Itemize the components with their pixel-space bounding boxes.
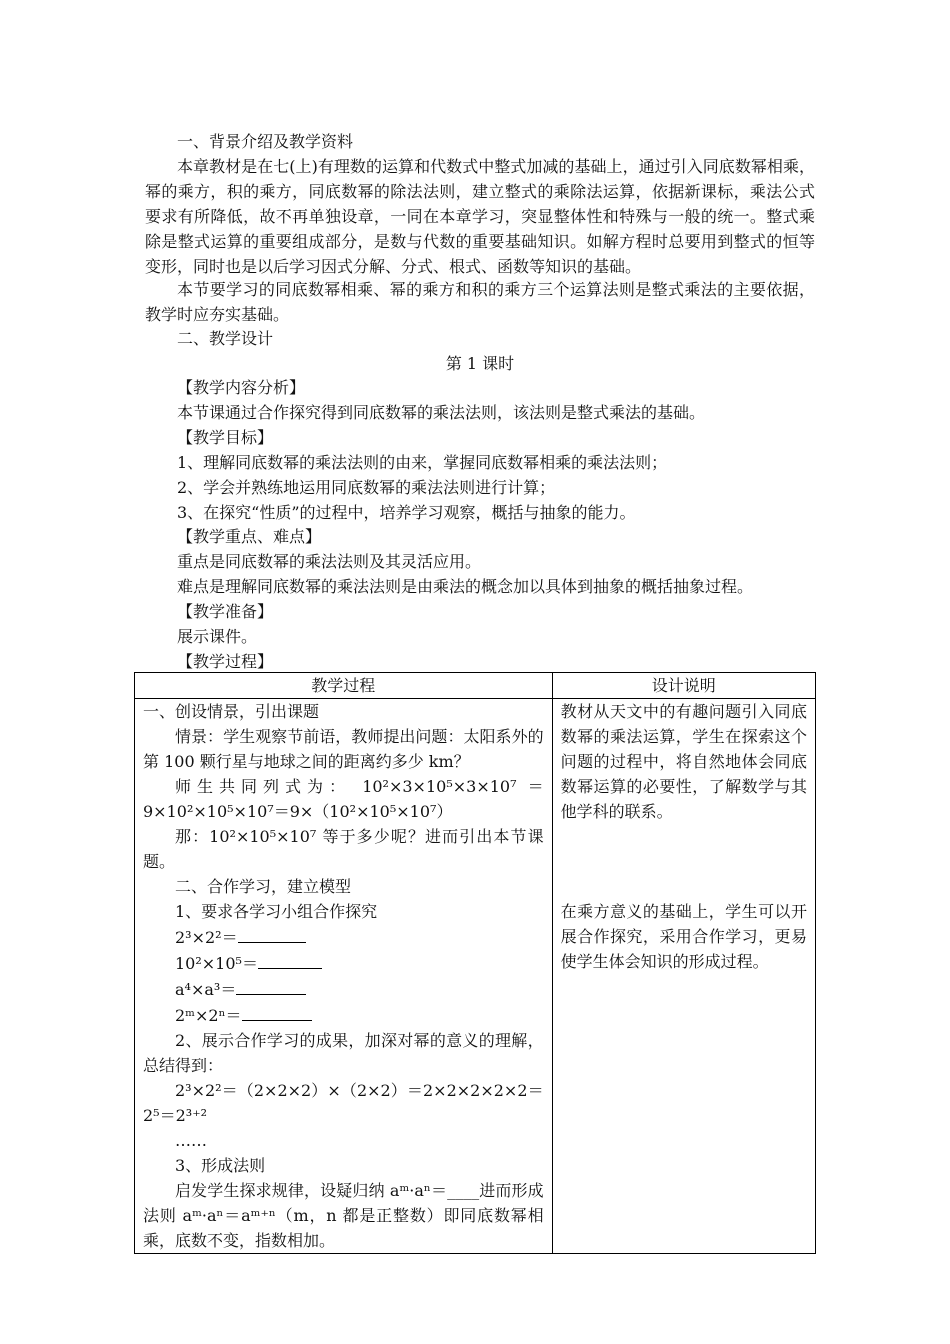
step-3-title: 3、形成法则 [175,1156,266,1175]
answer-blank [258,950,322,969]
answer-blank [242,1002,312,1021]
difficult-point: 难点是理解同底数幂的乘法法则是由乘法的概念加以具体到抽象的概括抽象过程。 [177,577,754,596]
table-row [135,699,816,1254]
key-point: 重点是同底数幂的乘法法则及其灵活应用。 [177,552,482,571]
step-2-text: 2、展示合作学习的成果，加深对幂的意义的理解，总结得到： [143,1031,544,1075]
lesson-title: 第 1 课时 [445,354,515,373]
ellipsis: …… [175,1131,207,1150]
exercise-4: 2ᵐ×2ⁿ＝ [143,1002,544,1028]
goal-1: 1、理解同底数幂的乘法法则的由来，掌握同底数幂相乘的乘法法则； [177,453,668,472]
table-header-row [135,673,816,699]
process-title: 【教学过程】 [177,652,274,671]
content-analysis-text: 本节课通过合作探究得到同底数幂的乘法法则，该法则是整式乘法的基础。 [177,403,706,422]
rule-text: 启发学生探求规律，设疑归纳 aᵐ·aⁿ＝____进而形成法则 aᵐ·aⁿ＝aᵐ⁺ⁿ（m，n 都是正整数）即同底数幂相乘，底数不变，指数相加。 [143,1181,544,1250]
goal-2: 2、学会并熟练地运用同底数幂的乘法法则进行计算； [177,478,556,497]
exercise-2: 10²×10⁵＝ [143,950,544,976]
content-analysis-title: 【教学内容分析】 [177,378,306,397]
spacer [561,824,807,899]
section-2-title: 二、合作学习，建立模型 [175,877,352,896]
exercise-1: 2³×2²＝ [143,924,544,950]
section-1-title: 一、创设情景，引出课题 [143,702,320,721]
question-text: 那：10²×10⁵×10⁷ 等于多少呢？进而引出本节课题。 [143,827,544,871]
intro-paragraph-2: 本节要学习的同底数幂相乘、幂的乘方和积的乘方三个运算法则是整式乘法的主要依据，教学时应夯实基础。 [145,280,815,324]
step-1-text: 1、要求各学习小组合作探究 [175,902,378,921]
answer-blank [236,976,306,995]
goal-3: 3、在探究“性质”的过程中，培养学习观察，概括与抽象的能力。 [177,503,636,522]
header-design-notes: 设计说明 [552,673,815,699]
answer-blank [238,924,306,943]
heading-teaching-design: 二、教学设计 [177,329,274,348]
preparation-title: 【教学准备】 [177,602,274,621]
exercise-3: a⁴×a³＝ [143,976,544,1002]
equation-line-1: 师生共同列式为： 10²×3×10⁵×3×10⁷ ＝ [175,777,544,796]
teaching-process-table [134,672,816,1254]
heading-background: 一、背景介绍及教学资料 [177,132,354,151]
equation-line-2: 9×10²×10⁵×10⁷＝9×（10²×10⁵×10⁷） [143,802,453,821]
scenario-text: 情景：学生观察节前语，教师提出问题：太阳系外的第 100 颗行星与地球之间的距离约多少 km？ [143,727,544,771]
goals-title: 【教学目标】 [177,428,274,447]
header-teaching-process: 教学过程 [135,673,553,699]
preparation-text: 展示课件。 [177,627,258,646]
design-notes-cell [552,699,815,1254]
design-note-1: 教材从天文中的有趣问题引入同底数幂的乘法运算，学生在探索这个问题的过程中，将自然地体会同底数幂运算的必要性，了解数学与其他学科的联系。 [560,702,807,821]
keypoints-title: 【教学重点、难点】 [177,527,322,546]
process-cell [135,699,553,1254]
design-note-2: 在乘方意义的基础上，学生可以开展合作探究，采用合作学习，更易使学生体会知识的形成过程。 [560,902,807,971]
step-2-equation: 2³×2²＝（2×2×2）×（2×2）＝2×2×2×2×2＝2⁵＝2³⁺² [143,1081,544,1125]
intro-paragraph-1: 本章教材是在七(上)有理数的运算和代数式中整式加减的基础上，通过引入同底数幂相乘，幂的乘方，积的乘方，同底数幂的除法法则，建立整式的乘除法运算，依据新课标，乘法公式要求有所降低，故不再单独设章，一同在本章学习，突显整体性和特殊与一般的统一。整式乘除是整式运算的重要组成部分，是数与代数的重要基础知识。如解方程时总要用到整式的恒等变形，同时也是以后学习因式分解、分式、根式、函数等知识的基础。 [145,157,815,276]
